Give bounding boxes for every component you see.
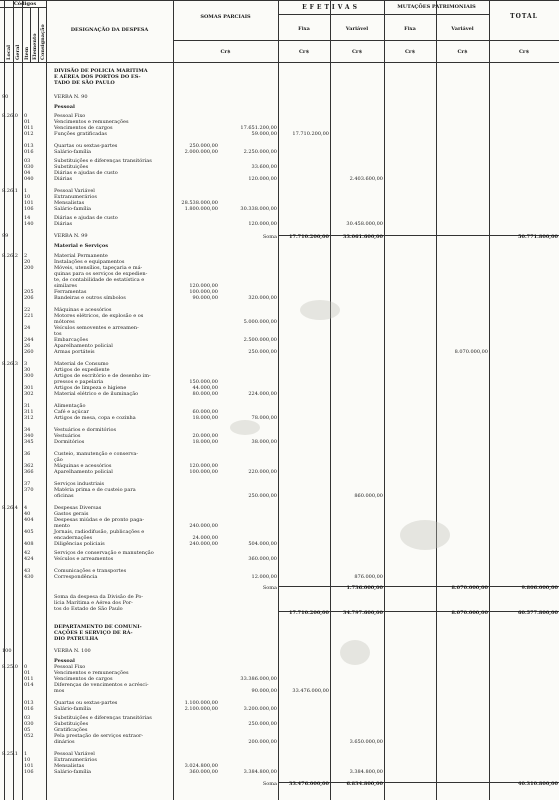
partial-amount: 20.000,00 xyxy=(192,433,218,439)
code-item: 3 xyxy=(24,361,28,367)
code-item: 10 xyxy=(24,194,31,200)
item-description: VERBA N. 100 xyxy=(54,648,91,654)
currency-label: Cr$ xyxy=(404,49,416,55)
item-description: Matéria prima e de custeio para xyxy=(54,487,136,493)
effective-fixed: 33.476.000,00 xyxy=(292,688,329,694)
code-item: 14 xyxy=(24,215,31,221)
subtotal-amount: 250.000,00 xyxy=(248,721,277,727)
item-description: Comunicações e transportes xyxy=(54,568,127,574)
code-local: 100 xyxy=(2,648,12,654)
code-item: 140 xyxy=(24,221,34,227)
subtotal-amount: 3.200.000,00 xyxy=(243,706,277,712)
item-description: Diárias xyxy=(54,176,73,182)
partial-amount: 18.000,00 xyxy=(192,439,218,445)
code-item: 34 xyxy=(24,427,31,433)
code-item: 244 xyxy=(24,337,34,343)
subtotal-amount: 33.386.000,00 xyxy=(240,676,277,682)
code-item: 408 xyxy=(24,541,34,547)
item-description: Máquinas e acessórios xyxy=(54,307,112,313)
effective-variable: 3.384.800,00 xyxy=(349,769,383,775)
code-item: 2 xyxy=(24,253,28,259)
column-rule xyxy=(22,0,23,800)
subtotal-amount: 59.000,00 xyxy=(251,131,277,137)
partial-amount: 120.000,00 xyxy=(189,463,218,469)
header-mutacao-variavel: Variável xyxy=(451,26,474,32)
code-item: 424 xyxy=(24,556,34,562)
code-item: 040 xyxy=(24,176,34,182)
partial-amount: 120.000,00 xyxy=(189,283,218,289)
code-item: 22 xyxy=(24,307,31,313)
item-description: Material de Consumo xyxy=(54,361,109,367)
item-description: Veículos semoventes e arreamen- xyxy=(54,325,139,331)
subtotal-amount: 33.600,00 xyxy=(251,164,277,170)
effective-variable: 876.000,00 xyxy=(354,574,383,580)
subtotal-amount: 250.000,00 xyxy=(248,349,277,355)
partial-amount: 360.000,00 xyxy=(189,769,218,775)
item-description: Substituições e diferenças transitórias xyxy=(54,158,152,164)
item-description: Diárias xyxy=(54,221,73,227)
header-designacao: DESIGNAÇÃO DA DESPESA xyxy=(70,27,149,33)
code-item: 24 xyxy=(24,325,31,331)
item-description: lícia Marítima e Aérea dos Por- xyxy=(54,600,133,606)
code-item: 011 xyxy=(24,676,34,682)
code-item: 101 xyxy=(24,763,34,769)
code-item: 40 xyxy=(24,511,31,517)
header-efetivas: EFETIVAS xyxy=(302,4,360,11)
code-item: 205 xyxy=(24,289,34,295)
effective-variable: 3.650.000,00 xyxy=(349,739,383,745)
item-description: Salário-família xyxy=(54,206,92,212)
header-efetiva-fixa: Fixa xyxy=(298,26,310,32)
item-description: Vencimentos de cargos xyxy=(54,676,113,682)
item-description: Extranumerários xyxy=(54,194,97,200)
partial-amount: 28.538.000,00 xyxy=(181,200,218,206)
item-description: DEPARTAMENTO DE COMUNI- xyxy=(54,624,142,630)
total-amount: 60.577.800,00 xyxy=(517,610,558,616)
header-codigos: Códigos xyxy=(13,1,37,7)
code-item: 302 xyxy=(24,391,34,397)
effective-fixed: 17.710.200,00 xyxy=(288,234,329,240)
item-description: Pessoal xyxy=(54,104,75,110)
item-description: Vencimentos e remunerações xyxy=(54,670,129,676)
code-item: 01 xyxy=(24,670,31,676)
code-item: 20 xyxy=(24,259,31,265)
effective-fixed: 17.710.200,00 xyxy=(288,610,329,616)
item-description: Vencimentos e remunerações xyxy=(54,119,129,125)
header-somas-parciais: SOMAS PARCIAIS xyxy=(200,14,251,20)
column-rule xyxy=(173,0,174,800)
mutation-variable: 8.070.000,00 xyxy=(454,349,488,355)
subtotal-amount: 17.651.200,00 xyxy=(240,125,277,131)
header-col-elemento: Elemento xyxy=(32,33,38,60)
item-description: Pela prestação de serviços extraor- xyxy=(54,733,144,739)
code-item: 016 xyxy=(24,706,34,712)
item-description: Pessoal xyxy=(54,658,75,664)
header-mutacao-fixa: Fixa xyxy=(404,26,416,32)
code-item: 04 xyxy=(24,170,31,176)
subtotal-amount: 2.250.000,00 xyxy=(243,149,277,155)
header-total: TOTAL xyxy=(510,13,538,20)
item-description: Ferramentas xyxy=(54,289,87,295)
item-description: Substituições xyxy=(54,164,89,170)
code-item: 36 xyxy=(24,451,31,457)
subtotal-amount: 78.000,00 xyxy=(251,415,277,421)
code-item: 404 xyxy=(24,517,34,523)
code-item: 42 xyxy=(24,550,31,556)
header-col-geral: Geral xyxy=(15,44,21,60)
effective-fixed: 33.476.000,00 xyxy=(288,781,329,787)
item-description: Mensalistas xyxy=(54,200,85,206)
item-description: similares xyxy=(54,283,78,289)
code-item: 311 xyxy=(24,409,34,415)
item-description: Instalações e equipamentos xyxy=(54,259,125,265)
item-description: Funções gratificadas xyxy=(54,131,107,137)
item-description: Quartas ou sextas-partes xyxy=(54,700,118,706)
code-item: 1 xyxy=(24,751,28,757)
item-description: VERBA N. 90 xyxy=(54,94,88,100)
subtotal-amount: 504.000,00 xyxy=(248,541,277,547)
item-description: Pessoal Variável xyxy=(54,188,95,194)
code-item: 26 xyxy=(24,343,31,349)
item-description: Salário-família xyxy=(54,769,92,775)
code-item: 106 xyxy=(24,769,34,775)
item-description: Vestuários e dormitórios xyxy=(54,427,117,433)
effective-variable: 1.736.000,00 xyxy=(346,585,383,591)
item-description: Material elétrico e de iluminação xyxy=(54,391,139,397)
sum-label: Soma xyxy=(262,585,277,591)
effective-fixed: 17.710.200,00 xyxy=(292,131,329,137)
code-item: 030 xyxy=(24,721,34,727)
item-description: Serviços industriais xyxy=(54,481,105,487)
code-item: 430 xyxy=(24,574,34,580)
code-item: 05 xyxy=(24,727,31,733)
header-efetiva-variavel: Variável xyxy=(345,26,369,32)
code-item: 206 xyxy=(24,295,34,301)
item-description: encadernações xyxy=(54,535,93,541)
partial-amount: 44.000,00 xyxy=(192,385,218,391)
code-local: 8.26.4 xyxy=(2,505,18,511)
item-description: Custeio, manutenção e conserva- xyxy=(54,451,139,457)
subtotal-amount: 220.000,00 xyxy=(248,469,277,475)
item-description: Diligências policiais xyxy=(54,541,105,547)
code-item: 0 xyxy=(24,664,28,670)
effective-variable: 33.061.600,00 xyxy=(342,234,383,240)
item-description: Serviços de conservação e manutenção xyxy=(54,550,154,556)
header-col-local: Local xyxy=(6,44,12,60)
code-item: 012 xyxy=(24,131,34,137)
code-item: 300 xyxy=(24,373,34,379)
item-description: Substituições xyxy=(54,721,89,727)
subtotal-amount: 360.000,00 xyxy=(248,556,277,562)
code-item: 30 xyxy=(24,367,31,373)
effective-variable: 860.000,00 xyxy=(354,493,383,499)
item-description: Diárias e ajudas de custo xyxy=(54,215,118,221)
code-item: 301 xyxy=(24,385,34,391)
code-local: 8.26.1 xyxy=(2,188,18,194)
code-item: 030 xyxy=(24,164,34,170)
code-local: 8.25.0 xyxy=(2,664,18,670)
currency-label: Cr$ xyxy=(220,49,231,55)
mutation-variable: 8.070.000,00 xyxy=(451,610,488,616)
column-rule xyxy=(384,0,385,800)
code-item: 312 xyxy=(24,415,34,421)
item-description: Quartas ou sextas-partes xyxy=(54,143,118,149)
item-description: mótores xyxy=(54,319,75,325)
total-amount: 9.806.000,00 xyxy=(521,585,558,591)
code-item: 01 xyxy=(24,119,31,125)
code-item: 0 xyxy=(24,113,28,119)
item-description: oficinas xyxy=(54,493,74,499)
code-item: 260 xyxy=(24,349,34,355)
item-description: Artigos de limpeza e higiene xyxy=(54,385,127,391)
subtotal-amount: 12.000,00 xyxy=(251,574,277,580)
partial-amount: 24.000,00 xyxy=(192,535,218,541)
code-local: 8.26.0 xyxy=(2,113,18,119)
code-local: 99 xyxy=(2,233,9,239)
code-item: 10 xyxy=(24,757,31,763)
partial-amount: 150.000,00 xyxy=(189,379,218,385)
item-description: Máquinas e acessórios xyxy=(54,463,112,469)
code-local: 8.26.2 xyxy=(2,253,18,259)
subtotal-amount: 224.000,00 xyxy=(248,391,277,397)
item-description: Despesas Diversas xyxy=(54,505,102,511)
item-description: Aparelhamento policial xyxy=(54,469,113,475)
total-amount: 50.771.800,00 xyxy=(517,234,558,240)
partial-amount: 240.000,00 xyxy=(189,541,218,547)
partial-amount: 18.000,00 xyxy=(192,415,218,421)
subtotal-amount: 250.000,00 xyxy=(248,493,277,499)
subtotal-amount: 3.384.800,00 xyxy=(243,769,277,775)
item-description: Correspondência xyxy=(54,574,98,580)
item-description: E AÉREA DOS PORTOS DO ES- xyxy=(54,74,141,80)
currency-label: Cr$ xyxy=(351,49,363,55)
partial-amount: 2.100.000,00 xyxy=(184,706,218,712)
item-description: Alimentação xyxy=(54,403,86,409)
partial-amount: 250.000,00 xyxy=(189,143,218,149)
header-rule xyxy=(278,14,489,15)
item-description: Gastos gerais xyxy=(54,511,89,517)
currency-label: Cr$ xyxy=(298,49,310,55)
item-description: ção xyxy=(54,457,63,463)
column-rule xyxy=(4,0,5,800)
item-description: Vencimentos de cargos xyxy=(54,125,113,131)
item-description: Pessoal Fixo xyxy=(54,113,86,119)
code-item: 345 xyxy=(24,439,34,445)
effective-variable: 6.834.800,00 xyxy=(346,781,383,787)
item-description: Café e açúcar xyxy=(54,409,89,415)
item-description: Mensalistas xyxy=(54,763,85,769)
subtotal-amount: 120.000,00 xyxy=(248,221,277,227)
code-item: 013 xyxy=(24,700,34,706)
item-description: tos do Estado de São Paulo xyxy=(54,606,123,612)
header-rule xyxy=(173,40,559,41)
code-item: 1 xyxy=(24,188,28,194)
header-col-consignacao: Consignação xyxy=(40,24,46,60)
total-amount: 40.310.800,00 xyxy=(517,781,558,787)
item-description: Motores elétricos, de explosão e os xyxy=(54,313,144,319)
code-item: 4 xyxy=(24,505,28,511)
partial-amount: 3.024.800,00 xyxy=(184,763,218,769)
subtotal-amount: 38.000,00 xyxy=(251,439,277,445)
item-description: DIVISÃO DE POLICIA MARITIMA xyxy=(54,68,148,74)
effective-variable: 30.458.000,00 xyxy=(346,221,383,227)
item-description: Armas portáteis xyxy=(54,349,95,355)
code-item: 43 xyxy=(24,568,31,574)
code-item: 03 xyxy=(24,158,31,164)
code-item: 106 xyxy=(24,206,34,212)
item-description: Bandeiras e outros símbolos xyxy=(54,295,126,301)
item-description: tos xyxy=(54,331,62,337)
mutation-variable: 8.070.000,00 xyxy=(451,585,488,591)
sum-label: Soma xyxy=(262,234,277,240)
code-item: 31 xyxy=(24,403,31,409)
partial-amount: 1.100.000,00 xyxy=(184,700,218,706)
code-item: 013 xyxy=(24,143,34,149)
code-local: 90 xyxy=(2,94,9,100)
code-item: 016 xyxy=(24,149,34,155)
item-description: Móveis, utensílios, tapeçaria e má- xyxy=(54,265,143,271)
code-item: 362 xyxy=(24,463,34,469)
item-description: TADO DE SÃO PAULO xyxy=(54,80,115,86)
subtotal-amount: 5.000.000,00 xyxy=(243,319,277,325)
effective-variable: 34.797.600,00 xyxy=(342,610,383,616)
subtotal-amount: 2.500.000,00 xyxy=(243,337,277,343)
subtotal-amount: 30.338.000,00 xyxy=(240,206,277,212)
item-description: mento xyxy=(54,523,70,529)
item-description: Dormitórios xyxy=(54,439,85,445)
item-description: Vestuários xyxy=(54,433,81,439)
item-description: Soma da despesa da Divisão de Po- xyxy=(54,594,144,600)
item-description: Pessoal Fixo xyxy=(54,664,86,670)
partial-amount: 80.000,00 xyxy=(192,391,218,397)
subtotal-amount: 320.000,00 xyxy=(248,295,277,301)
column-rule xyxy=(13,0,14,800)
item-description: Material e Serviços xyxy=(54,243,109,249)
item-description: Diferenças de vencimentos e acrésci- xyxy=(54,682,149,688)
column-rule xyxy=(30,7,31,62)
item-description: Salário-família xyxy=(54,149,92,155)
subtotal-amount: 90.000,00 xyxy=(251,688,277,694)
sum-label: Soma xyxy=(262,781,277,787)
code-item: 221 xyxy=(24,313,34,319)
code-item: 370 xyxy=(24,487,34,493)
item-description: Jornais, radiodifusão, publicações e xyxy=(54,529,145,535)
effective-variable: 2.403.600,00 xyxy=(349,176,383,182)
partial-amount: 60.000,00 xyxy=(192,409,218,415)
subtotal-amount: 200.000,00 xyxy=(248,739,277,745)
header-rule xyxy=(0,0,559,1)
item-description: Gratificações xyxy=(54,727,88,733)
item-description: Artigos de mesa, copa e cozinha xyxy=(54,415,136,421)
subtotal-amount: 120.000,00 xyxy=(248,176,277,182)
partial-amount: 1.800.000,00 xyxy=(184,206,218,212)
code-item: 014 xyxy=(24,682,34,688)
partial-amount: 100.000,00 xyxy=(189,289,218,295)
item-description: Salário-família xyxy=(54,706,92,712)
item-description: pressos e papelaria xyxy=(54,379,104,385)
column-rule xyxy=(330,0,331,800)
item-description: VERBA N. 99 xyxy=(54,233,88,239)
code-item: 101 xyxy=(24,200,34,206)
header-col-item: Item xyxy=(24,46,30,60)
item-description: Diárias e ajudas de custo xyxy=(54,170,118,176)
column-rule xyxy=(436,0,437,800)
item-description: Despesas miúdas e de pronto paga- xyxy=(54,517,145,523)
item-description: Substituições e diferenças transitórias xyxy=(54,715,152,721)
item-description: Artigos de escritório e de desenho im- xyxy=(54,373,151,379)
column-rule xyxy=(489,0,490,800)
header-rule xyxy=(0,7,46,8)
code-item: 37 xyxy=(24,481,31,487)
item-description: dinários xyxy=(54,739,75,745)
code-item: 366 xyxy=(24,469,34,475)
partial-amount: 90.000,00 xyxy=(192,295,218,301)
code-item: 200 xyxy=(24,265,34,271)
item-description: te, de contabilidade de estatística e xyxy=(54,277,145,283)
code-item: 405 xyxy=(24,529,34,535)
code-local: 8.26.3 xyxy=(2,361,18,367)
item-description: Aparelhamento policial xyxy=(54,343,113,349)
column-rule xyxy=(38,7,39,62)
header-mutacoes: MUTAÇÕES PATRIMONIAIS xyxy=(397,4,476,10)
code-item: 03 xyxy=(24,715,31,721)
item-description: Artigos de expediente xyxy=(54,367,110,373)
item-description: DIO PATRULHA xyxy=(54,636,99,642)
partial-amount: 240.000,00 xyxy=(189,523,218,529)
partial-amount: 2.000.000,00 xyxy=(184,149,218,155)
code-item: 052 xyxy=(24,733,34,739)
item-description: Pessoal Variável xyxy=(54,751,95,757)
item-description: Extranumerários xyxy=(54,757,97,763)
item-description: quinas para os serviços de expedien- xyxy=(54,271,148,277)
item-description: CAÇÕES E SERVIÇO DE RÁ- xyxy=(54,630,133,636)
column-rule xyxy=(46,0,47,800)
currency-label: Cr$ xyxy=(518,49,530,55)
item-description: Material Permanente xyxy=(54,253,108,259)
code-item: 340 xyxy=(24,433,34,439)
item-description: Embarcações xyxy=(54,337,89,343)
code-local: 8.25.1 xyxy=(2,751,18,757)
code-item: 011 xyxy=(24,125,34,131)
header-rule xyxy=(0,62,559,63)
column-rule xyxy=(278,0,279,800)
item-description: Veículos e arreamentos xyxy=(54,556,114,562)
item-description: mos xyxy=(54,688,65,694)
partial-amount: 100.000,00 xyxy=(189,469,218,475)
currency-label: Cr$ xyxy=(457,49,468,55)
